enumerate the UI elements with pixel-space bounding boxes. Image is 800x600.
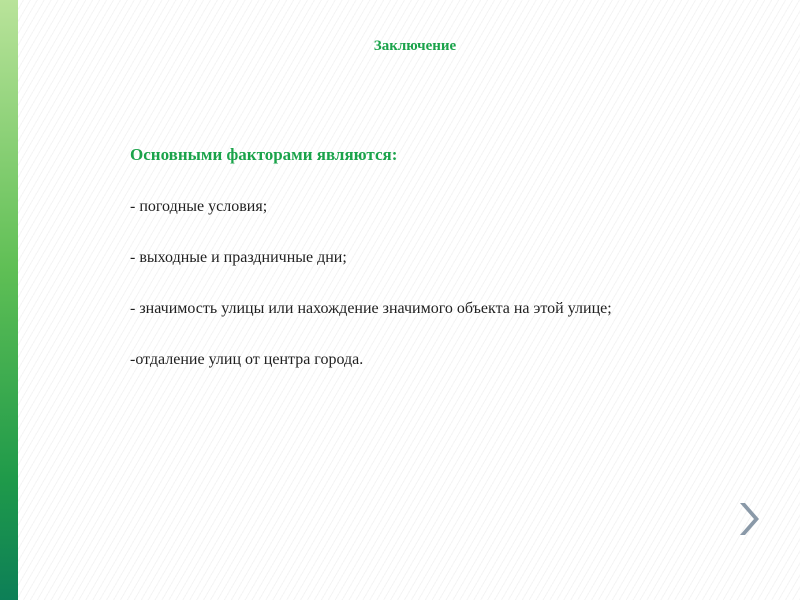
left-accent-bar	[0, 0, 18, 600]
list-item: - погодные условия;	[130, 198, 268, 215]
list-item: -отдаление улиц от центра города.	[130, 351, 364, 368]
list-item: - значимость улицы или нахождение значимого объекта на этой улице;	[130, 300, 612, 317]
content-heading: Основными факторами являются:	[130, 145, 398, 164]
list-item: - выходные и праздничные дни;	[130, 249, 347, 266]
slide-title: Заключение	[373, 38, 457, 54]
chevron-right-icon	[734, 497, 766, 541]
slide-content	[130, 145, 710, 399]
next-slide-button[interactable]	[734, 497, 766, 541]
